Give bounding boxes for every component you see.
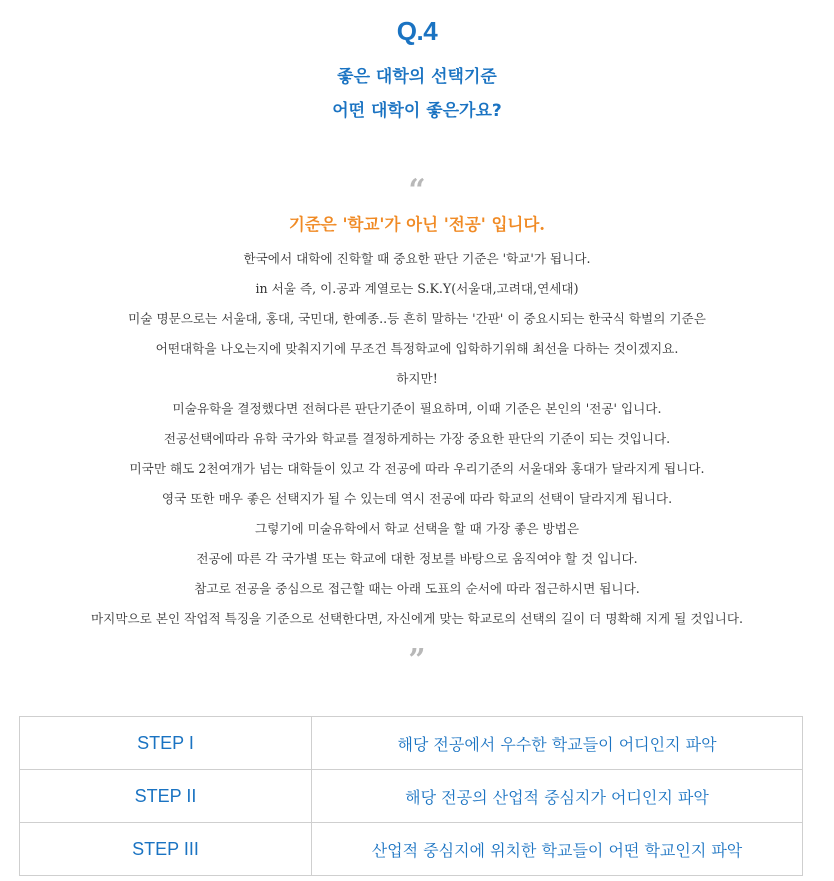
step-label: STEP III [20, 823, 312, 876]
quote-line: 영국 또한 매우 좋은 선택지가 될 수 있는데 역시 전공에 따라 학교의 선택이 달라지게 됩니다. [161, 491, 673, 506]
quote-line: 미술유학을 결정했다면 전혀다른 판단기준이 필요하며, 이때 기준은 본인의 '전공' 입니다. [172, 401, 662, 416]
quote-line: in 서울 즉, 이.공과 계열로는 S.K.Y(서울대,고려대,연세대) [255, 281, 579, 296]
open-quote-icon: “ [408, 173, 426, 208]
quote-body [0, 248, 834, 638]
step-description: 산업적 중심지에 위치한 학교들이 어떤 학교인지 파악 [312, 823, 803, 876]
quote-line: 그렇기에 미술유학에서 학교 선택을 할 때 가장 좋은 방법은 [255, 521, 579, 536]
quote-line: 하지만! [396, 371, 438, 386]
table-row [20, 823, 803, 876]
step-description: 해당 전공에서 우수한 학교들이 어디인지 파악 [312, 717, 803, 770]
question-title-line-1: 좋은 대학의 선택기준 [337, 67, 497, 87]
steps-table [19, 716, 803, 876]
question-number: Q.4 [396, 16, 438, 46]
step-description: 해당 전공의 산업적 중심지가 어디인지 파악 [312, 770, 803, 823]
step-label: STEP I [20, 717, 312, 770]
quote-headline: 기준은 '학교'가 아닌 '전공' 입니다. [288, 215, 546, 234]
step-label: STEP II [20, 770, 312, 823]
close-quote-icon: ” [408, 643, 426, 678]
quote-line: 전공선택에따라 유학 국가와 학교를 결정하게하는 가장 중요한 판단의 기준이 되는 것입니다. [163, 431, 671, 446]
quote-line: 한국에서 대학에 진학할 때 중요한 판단 기준은 '학교'가 됩니다. [243, 251, 591, 266]
table-row [20, 770, 803, 823]
quote-line: 미국만 해도 2천여개가 넘는 대학들이 있고 각 전공에 따라 우리기준의 서울대와 홍대가 달라지게 됩니다. [129, 461, 705, 476]
table-row [20, 717, 803, 770]
quote-line: 마지막으로 본인 작업적 특징을 기준으로 선택한다면, 자신에게 맞는 학교로의 선택의 길이 더 명확해 지게 될 것입니다. [90, 611, 743, 626]
quote-line: 미술 명문으로는 서울대, 홍대, 국민대, 한예종..등 흔히 말하는 '간판' 이 중요시되는 한국식 학벌의 기준은 [128, 311, 706, 326]
question-title-line-2: 어떤 대학이 좋은가요? [332, 101, 502, 121]
quote-line: 어떤대학을 나오는지에 맞춰지기에 무조건 특정학교에 입학하기위해 최선을 다하는 것이겠지요. [155, 341, 679, 356]
quote-line: 참고로 전공을 중심으로 접근할 때는 아래 도표의 순서에 따라 접근하시면 됩니다. [194, 581, 640, 596]
quote-line: 전공에 따른 각 국가별 또는 학교에 대한 정보를 바탕으로 움직여야 할 것 입니다. [196, 551, 638, 566]
